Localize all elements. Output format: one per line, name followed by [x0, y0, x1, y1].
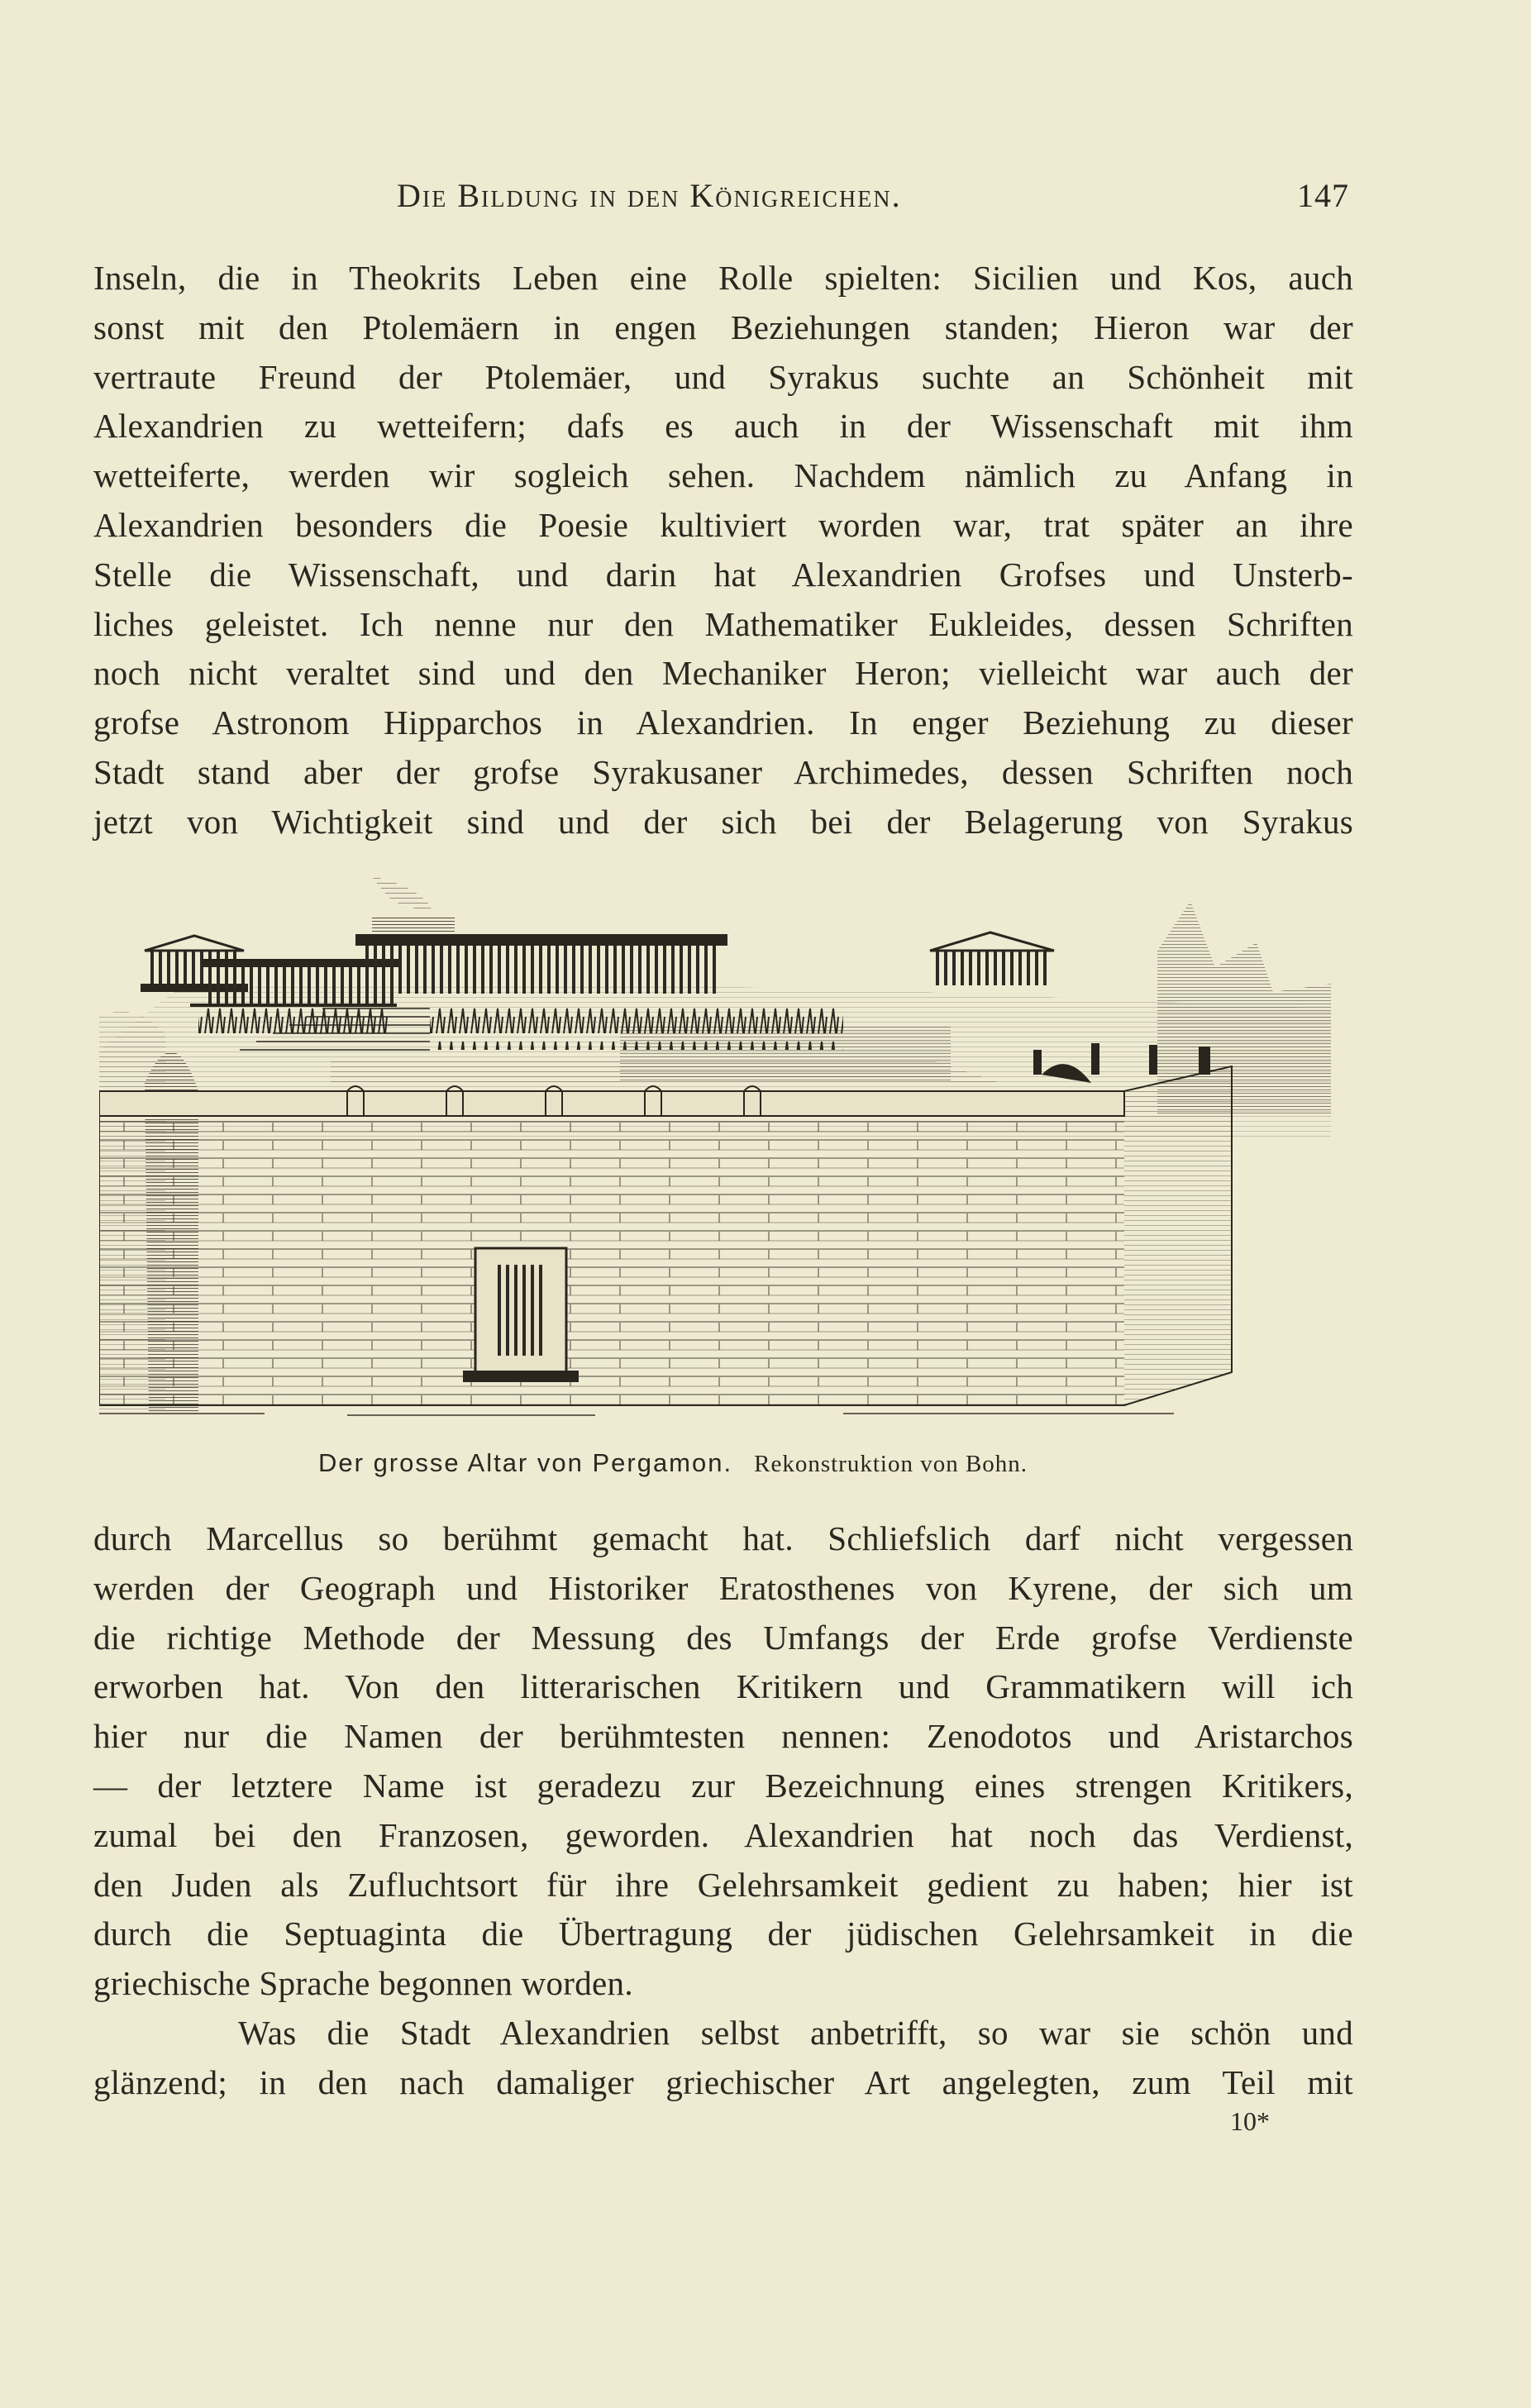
running-title: Die Bildung in den Königreichen. [397, 177, 902, 214]
text-line: vertraute Freund der Ptolemäer, und Syrakus suchte an Schönheit mit [93, 357, 1353, 396]
signature-mark: 10* [1230, 2106, 1270, 2136]
text-line: Inseln, die in Theokrits Leben eine Rolle spielten: Sicilien und Kos, auch [93, 259, 1353, 297]
text-line: noch nicht veraltet sind und den Mechaniker Heron; vielleicht war auch der [93, 654, 1353, 693]
text-line: Alexandrien zu wetteifern; dafs es auch in der Wissenschaft mit ihm [93, 407, 1353, 446]
caption-title: Der grosse Altar von Pergamon. [318, 1448, 733, 1477]
text-line: zumal bei den Franzosen, geworden. Alexandrien hat noch das Verdienst, [93, 1815, 1353, 1854]
text-line: Was die Stadt Alexandrien selbst anbetrifft, so war sie schön und [238, 2013, 1353, 2052]
text-line: jetzt von Wichtigkeit sind und der sich bei der Belagerung von Syrakus [93, 802, 1353, 841]
text-line: liches geleistet. Ich nenne nur den Mathematiker Eukleides, dessen Schriften [93, 604, 1353, 643]
running-header [95, 169, 1349, 219]
text-line: hier nur die Namen der berühmtesten nennen: Zenodotos und Aristarchos [93, 1717, 1353, 1756]
figure-caption [318, 1448, 1028, 1478]
text-line: durch die Septuaginta die Übertragung der jüdischen Gelehrsamkeit in die [93, 1914, 1353, 1953]
paragraph-2 [93, 1514, 1353, 2108]
text-line: Stadt stand aber der grofse Syrakusaner Archimedes, dessen Schriften noch [93, 752, 1353, 791]
text-line: sonst mit den Ptolemäern in engen Beziehungen standen; Hieron war der [93, 308, 1353, 346]
text-line: erworben hat. Von den litterarischen Kritikern und Grammatikern will ich [93, 1667, 1353, 1706]
text-line: durch Marcellus so berühmt gemacht hat. Schliefslich darf nicht vergessen [93, 1519, 1353, 1557]
text-line: grofse Astronom Hipparchos in Alexandrien. In enger Beziehung zu dieser [93, 703, 1353, 742]
text-line: Stelle die Wissenschaft, und darin hat Alexandrien Grofses und Unsterb- [93, 555, 1353, 594]
text-line: griechische Sprache begonnen worden. [93, 1964, 633, 2003]
page-number: 147 [1297, 177, 1349, 214]
text-line: — der letztere Name ist geradezu zur Bezeichnung eines strengen Kritikers, [93, 1766, 1353, 1805]
text-line: Alexandrien besonders die Poesie kultiviert worden war, trat später an ihre [93, 505, 1353, 544]
text-line: die richtige Methode der Messung des Umfangs der Erde grofse Verdienste [93, 1618, 1353, 1657]
caption-credit: Rekonstruktion von Bohn. [754, 1451, 1028, 1477]
text-line: glänzend; in den nach damaliger griechischer Art angelegten, zum Teil mit [93, 2062, 1353, 2101]
paragraph-1 [93, 254, 1353, 847]
text-line: den Juden als Zufluchtsort für ihre Gelehrsamkeit gedient zu haben; hier ist [93, 1865, 1353, 1904]
pergamon-altar-engraving [99, 868, 1331, 1422]
text-line: wetteiferte, werden wir sogleich sehen. Nachdem nämlich zu Anfang in [93, 456, 1353, 495]
text-line: werden der Geograph und Historiker Eratosthenes von Kyrene, der sich um [93, 1568, 1353, 1607]
